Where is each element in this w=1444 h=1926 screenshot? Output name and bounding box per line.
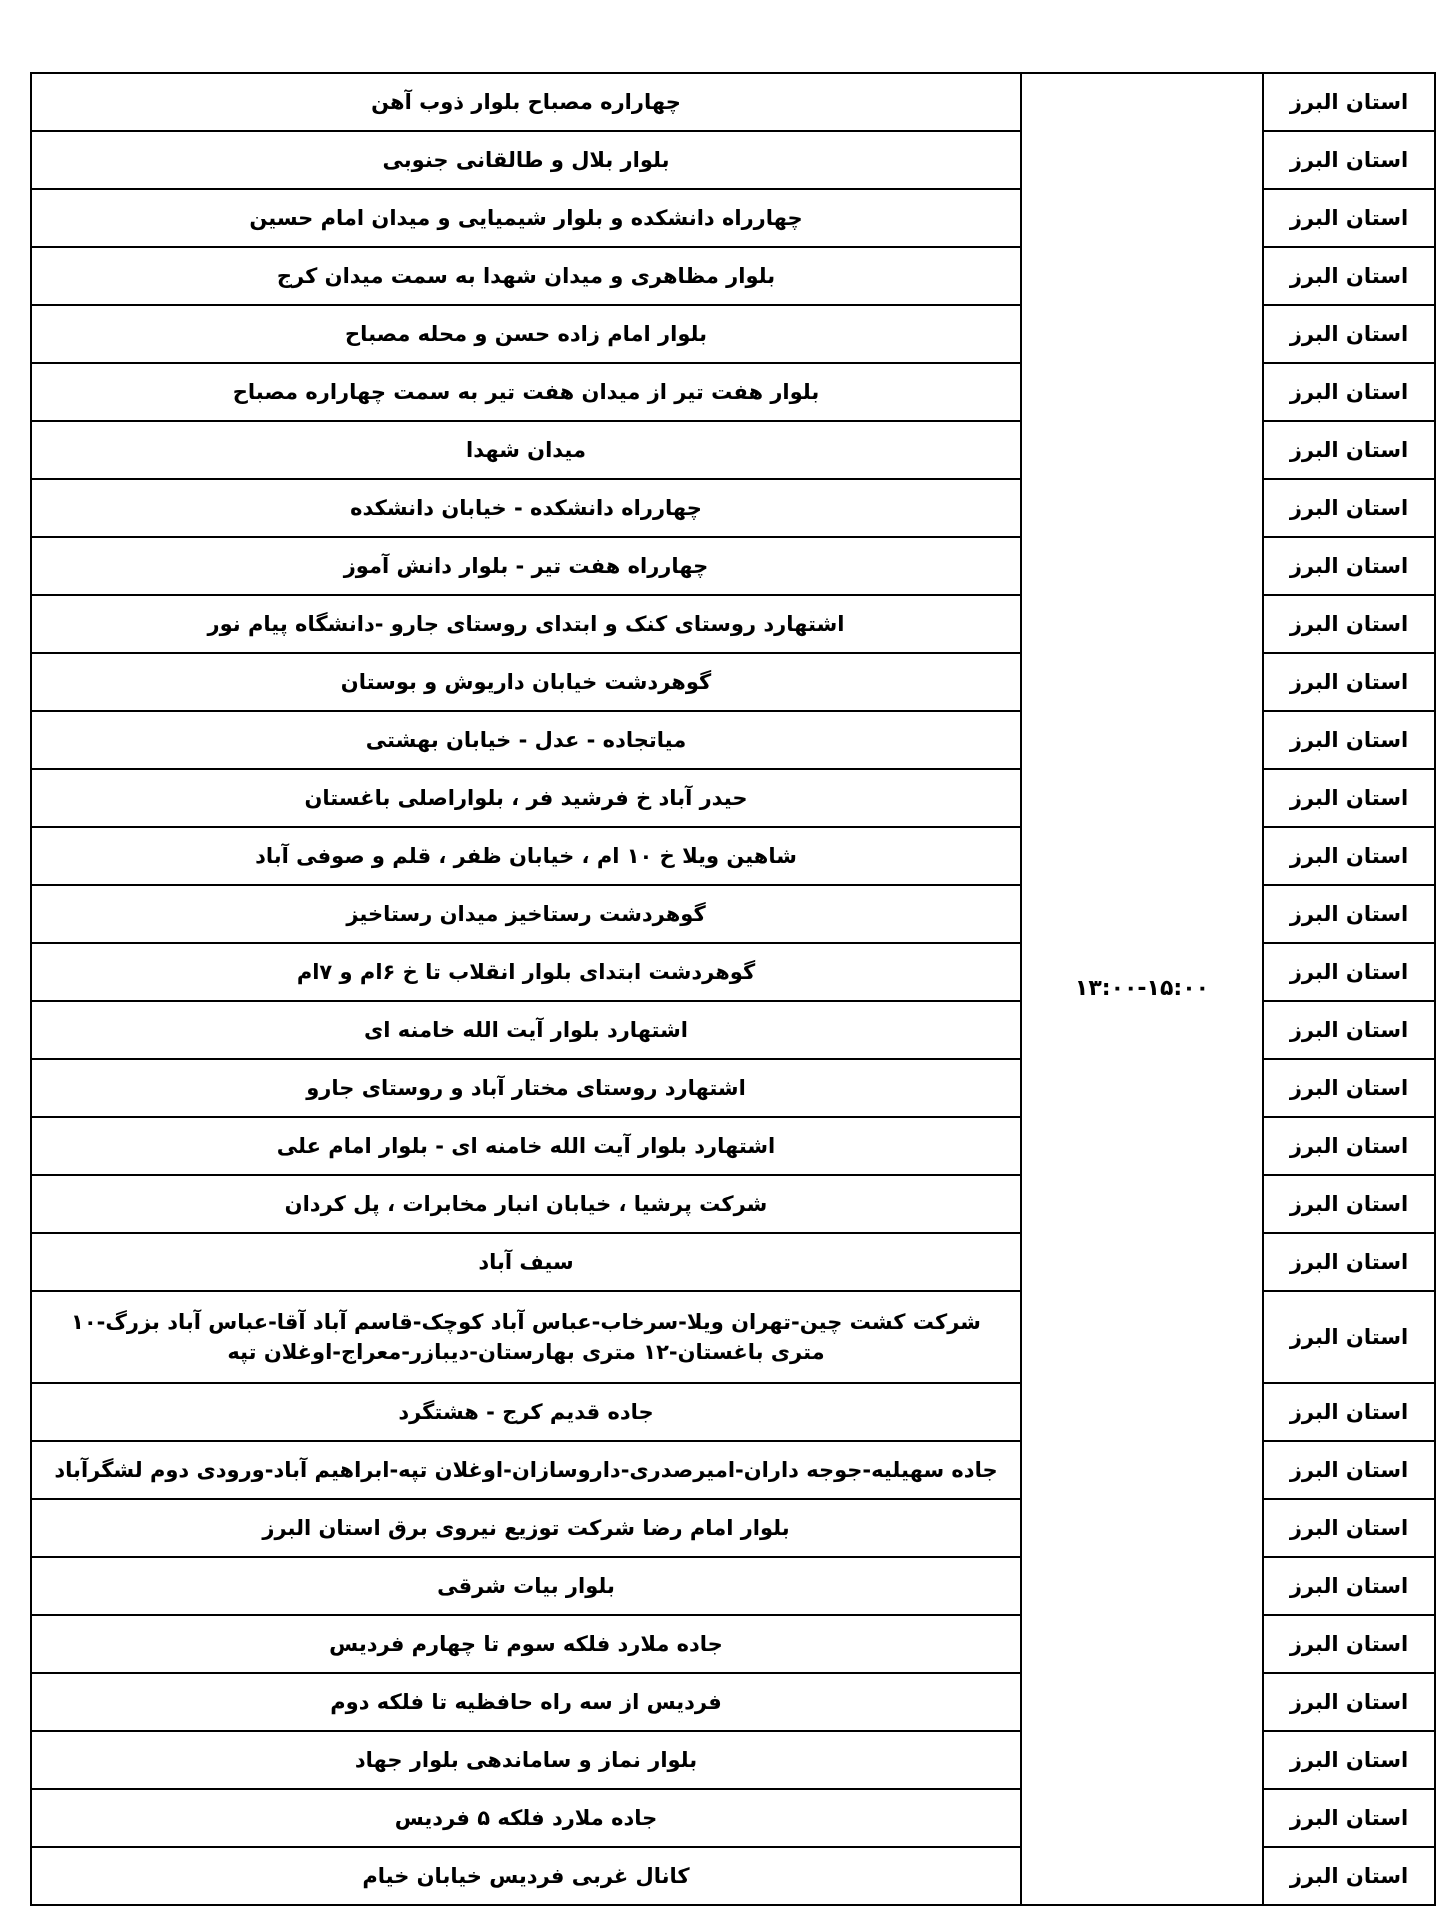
location-cell: بلوار نماز و ساماندهی بلوار جهاد xyxy=(31,1731,1021,1789)
location-cell: اشتهارد بلوار آیت الله خامنه ای xyxy=(31,1001,1021,1059)
province-cell: استان البرز xyxy=(1263,769,1435,827)
province-cell: استان البرز xyxy=(1263,1291,1435,1383)
outage-schedule-body xyxy=(31,73,1435,1905)
location-cell: سیف آباد xyxy=(31,1233,1021,1291)
location-cell: میاتجاده - عدل - خیابان بهشتی xyxy=(31,711,1021,769)
province-cell: استان البرز xyxy=(1263,1233,1435,1291)
province-cell: استان البرز xyxy=(1263,131,1435,189)
location-cell: فردیس از سه راه حافظیه تا فلکه دوم xyxy=(31,1673,1021,1731)
location-cell: حیدر آباد خ فرشید فر ، بلواراصلی باغستان xyxy=(31,769,1021,827)
province-cell: استان البرز xyxy=(1263,1117,1435,1175)
location-cell: بلوار مظاهری و میدان شهدا به سمت میدان کرج xyxy=(31,247,1021,305)
province-cell: استان البرز xyxy=(1263,1059,1435,1117)
province-cell: استان البرز xyxy=(1263,363,1435,421)
time-range-cell: ۱۳:۰۰-۱۵:۰۰ xyxy=(1021,73,1263,1905)
province-cell: استان البرز xyxy=(1263,885,1435,943)
province-cell: استان البرز xyxy=(1263,189,1435,247)
province-cell: استان البرز xyxy=(1263,1789,1435,1847)
location-cell: شرکت کشت چین-تهران ویلا-سرخاب-عباس آباد کوچک-قاسم آباد آقا-عباس آباد بزرگ-۱۰ متری باغستان-۱۲ متری بهارستان-دیبازر-معراج-اوغلان تپه xyxy=(31,1291,1021,1383)
province-cell: استان البرز xyxy=(1263,1731,1435,1789)
province-cell: استان البرز xyxy=(1263,305,1435,363)
location-cell: جاده سهیلیه-جوجه داران-امیرصدری-داروسازان-اوغلان تپه-ابراهیم آباد-ورودی دوم لشگرآباد xyxy=(31,1441,1021,1499)
location-cell: چهاراره مصباح بلوار ذوب آهن xyxy=(31,73,1021,131)
location-cell: جاده قدیم کرج - هشتگرد xyxy=(31,1383,1021,1441)
province-cell: استان البرز xyxy=(1263,1847,1435,1905)
province-cell: استان البرز xyxy=(1263,943,1435,1001)
province-cell: استان البرز xyxy=(1263,1673,1435,1731)
province-cell: استان البرز xyxy=(1263,595,1435,653)
location-cell: شاهین ویلا خ ۱۰ ام ، خیابان ظفر ، قلم و صوفی آباد xyxy=(31,827,1021,885)
location-cell: بلوار هفت تیر از میدان هفت تیر به سمت چهاراره مصباح xyxy=(31,363,1021,421)
province-cell: استان البرز xyxy=(1263,1615,1435,1673)
location-cell: جاده ملارد فلکه ۵ فردیس xyxy=(31,1789,1021,1847)
location-cell: شرکت پرشیا ، خیابان انبار مخابرات ، پل کردان xyxy=(31,1175,1021,1233)
location-cell: اشتهارد بلوار آیت الله خامنه ای - بلوار امام علی xyxy=(31,1117,1021,1175)
location-cell: اشتهارد روستای مختار آباد و روستای جارو xyxy=(31,1059,1021,1117)
province-cell: استان البرز xyxy=(1263,1441,1435,1499)
province-cell: استان البرز xyxy=(1263,1001,1435,1059)
location-cell: چهارراه دانشکده و بلوار شیمیایی و میدان امام حسین xyxy=(31,189,1021,247)
province-cell: استان البرز xyxy=(1263,827,1435,885)
province-cell: استان البرز xyxy=(1263,653,1435,711)
location-cell: کانال غربی فردیس خیابان خیام xyxy=(31,1847,1021,1905)
location-cell: گوهردشت ابتدای بلوار انقلاب تا خ ۶ام و ۷ام xyxy=(31,943,1021,1001)
province-cell: استان البرز xyxy=(1263,1499,1435,1557)
province-cell: استان البرز xyxy=(1263,421,1435,479)
location-cell: جاده ملارد فلکه سوم تا چهارم فردیس xyxy=(31,1615,1021,1673)
province-cell: استان البرز xyxy=(1263,711,1435,769)
location-cell: چهارراه دانشکده - خیابان دانشکده xyxy=(31,479,1021,537)
province-cell: استان البرز xyxy=(1263,247,1435,305)
province-cell: استان البرز xyxy=(1263,73,1435,131)
location-cell: اشتهارد روستای کنک و ابتدای روستای جارو -دانشگاه پیام نور xyxy=(31,595,1021,653)
outage-schedule-table xyxy=(30,72,1436,1906)
location-cell: بلوار امام زاده حسن و محله مصباح xyxy=(31,305,1021,363)
province-cell: استان البرز xyxy=(1263,1175,1435,1233)
location-cell: میدان شهدا xyxy=(31,421,1021,479)
location-cell: چهارراه هفت تیر - بلوار دانش آموز xyxy=(31,537,1021,595)
province-cell: استان البرز xyxy=(1263,1383,1435,1441)
location-cell: بلوار بیات شرقی xyxy=(31,1557,1021,1615)
location-cell: بلوار امام رضا شرکت توزیع نیروی برق استان البرز xyxy=(31,1499,1021,1557)
table-row xyxy=(31,73,1435,131)
province-cell: استان البرز xyxy=(1263,537,1435,595)
location-cell: گوهردشت خیابان داریوش و بوستان xyxy=(31,653,1021,711)
location-cell: بلوار بلال و طالقانی جنوبی xyxy=(31,131,1021,189)
location-cell: گوهردشت رستاخیز میدان رستاخیز xyxy=(31,885,1021,943)
province-cell: استان البرز xyxy=(1263,1557,1435,1615)
province-cell: استان البرز xyxy=(1263,479,1435,537)
